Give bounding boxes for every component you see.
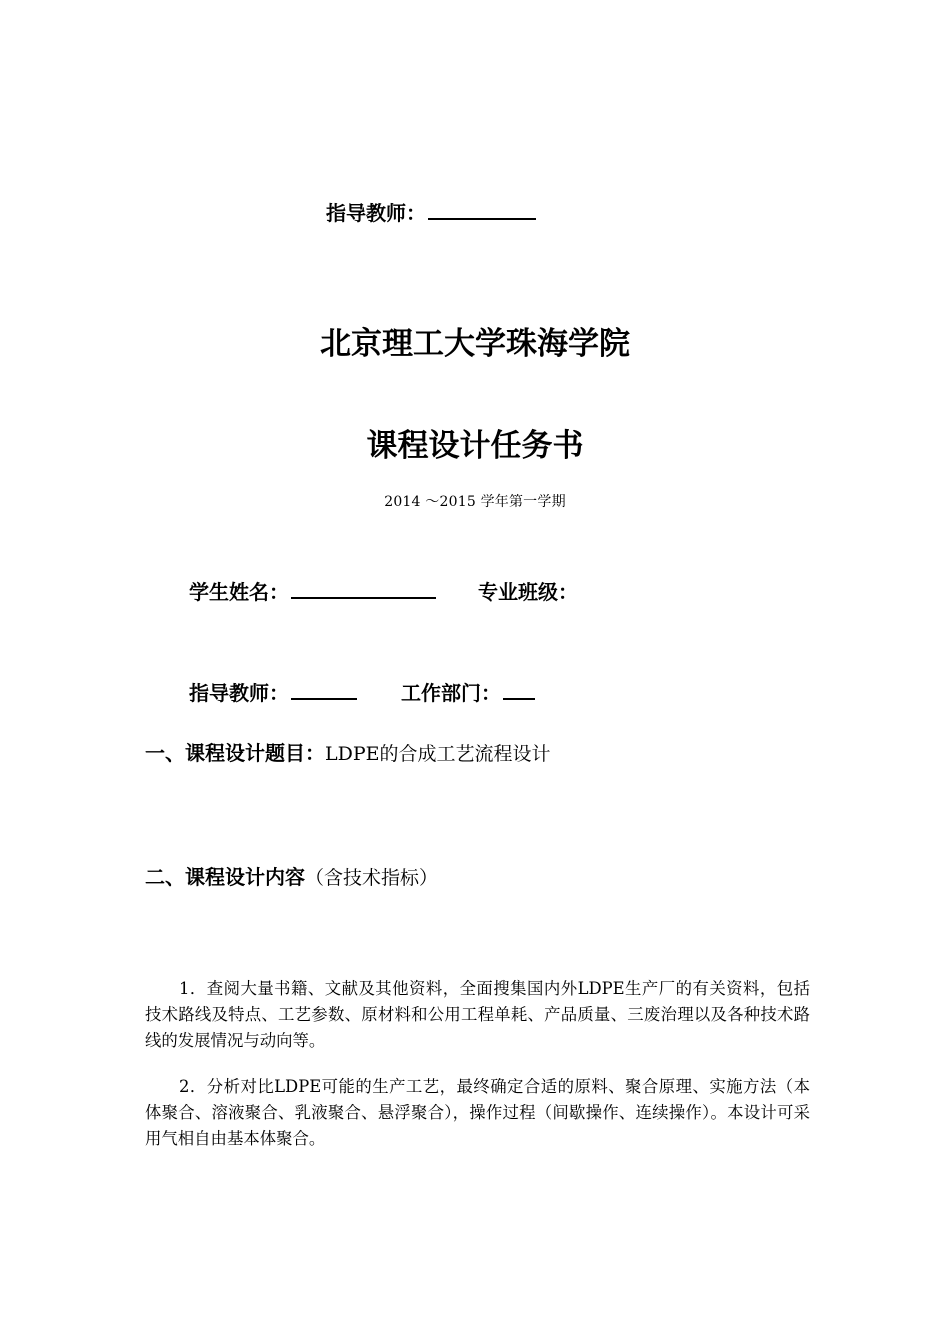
advisor-label: 指导教师： bbox=[189, 681, 289, 705]
student-name-label: 学生姓名： bbox=[189, 580, 289, 604]
content-item-2: 2．分析对比LDPE可能的生产工艺，最终确定合适的原料、聚合原理、实施方法（本体聚合、溶液聚合、乳液聚合、悬浮聚合），操作过程（间歇操作、连续操作）。本设计可采用气相自由基本体聚合。 bbox=[145, 1077, 810, 1149]
top-advisor-field bbox=[326, 197, 536, 226]
department-blank bbox=[503, 680, 535, 700]
top-advisor-blank bbox=[428, 200, 536, 220]
section-1-value: LDPE的合成工艺流程设计 bbox=[325, 743, 551, 765]
section-2-note: （含技术指标） bbox=[305, 867, 439, 889]
section-2-heading: 二、课程设计内容 bbox=[145, 865, 305, 889]
section-1-topic bbox=[145, 737, 551, 766]
document-title: 课程设计任务书 bbox=[366, 428, 584, 464]
student-info-row bbox=[189, 576, 578, 605]
section-2-content bbox=[145, 861, 438, 890]
major-class-label: 专业班级： bbox=[478, 580, 578, 604]
advisor-info-row bbox=[189, 677, 535, 706]
top-advisor-label: 指导教师： bbox=[326, 201, 426, 225]
student-name-blank bbox=[291, 579, 436, 599]
advisor-blank bbox=[291, 680, 357, 700]
school-name: 北京理工大学珠海学院 bbox=[320, 326, 630, 362]
semester: 2014 ～2015 学年第一学期 bbox=[384, 494, 566, 510]
department-label: 工作部门： bbox=[401, 681, 501, 705]
content-item-1: 1．查阅大量书籍、文献及其他资料，全面搜集国内外LDPE生产厂的有关资料，包括技术路线及特点、工艺参数、原材料和公用工程单耗、产品质量、三废治理以及各种技术路线的发展情况与动向等。 bbox=[145, 979, 810, 1051]
section-1-heading: 一、课程设计题目： bbox=[145, 741, 325, 765]
